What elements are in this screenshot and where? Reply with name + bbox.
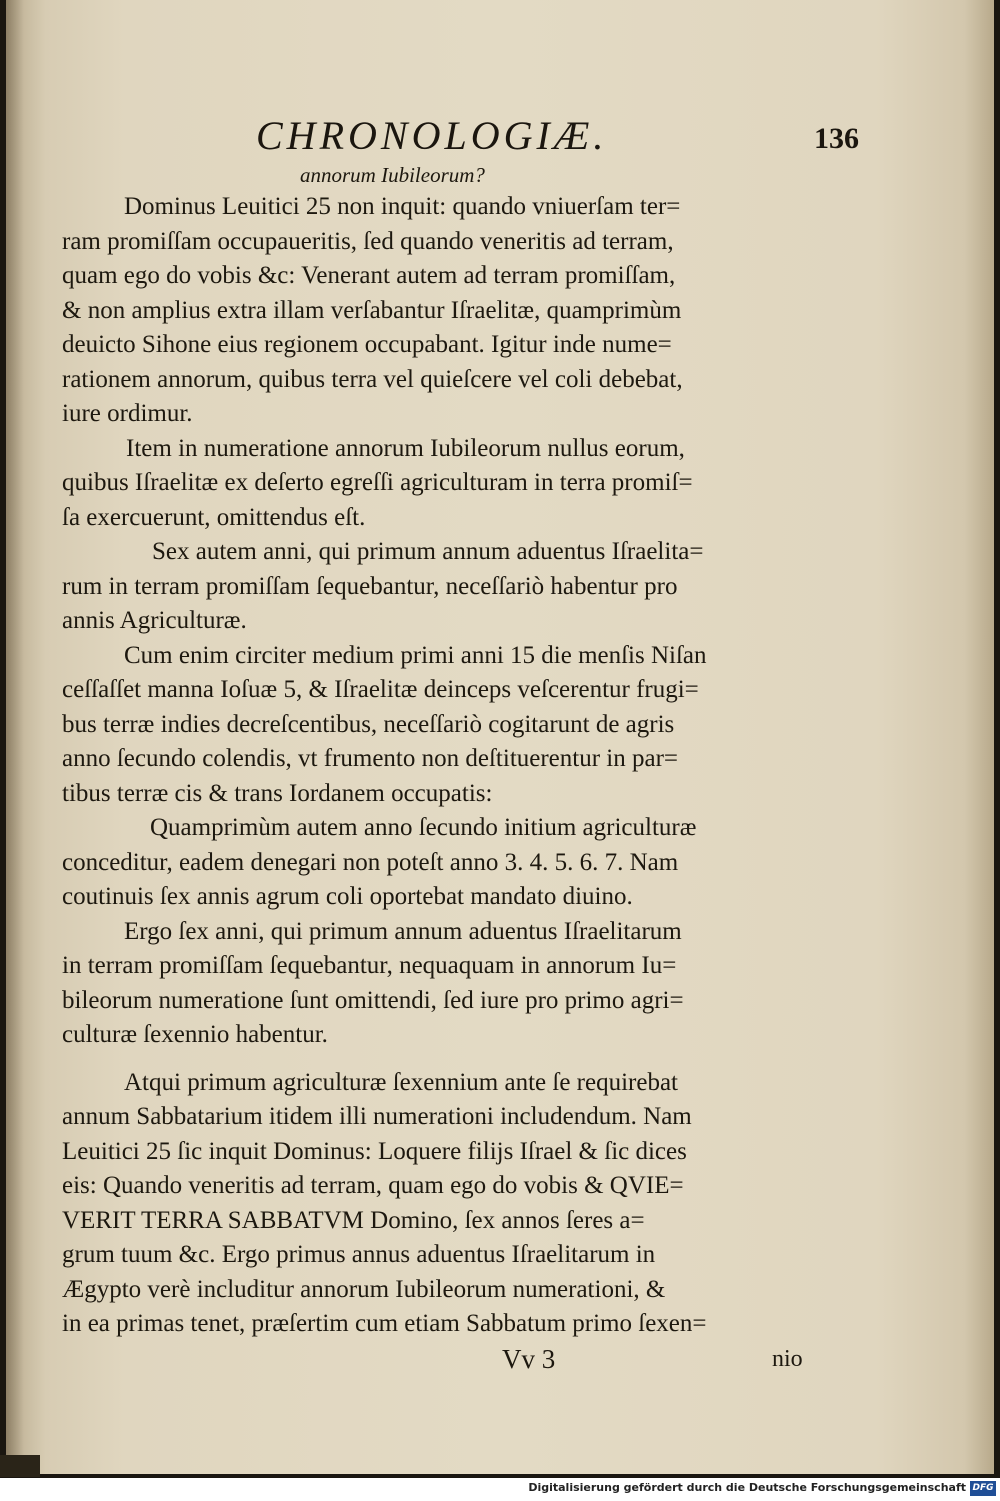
bottom-marks bbox=[62, 1342, 822, 1377]
text-line: Ægypto verè includitur annorum Iubileorum numerationi, & bbox=[62, 1275, 666, 1303]
text-line: ceſſaſſet manna Ioſuæ 5, & Iſraelitæ deinceps veſcerentur frugi= bbox=[62, 676, 699, 703]
text-line: annum Sabbatarium itidem illi numerationi includendum. Nam bbox=[62, 1103, 692, 1130]
text-line: rum in terram promiſſam ſequebantur, neceſſariò habentur pro bbox=[62, 572, 678, 600]
text-line: eis: Quando veneritis ad terram, quam ego do vobis & QVIE= bbox=[62, 1172, 684, 1199]
text-line: anno ſecundo colendis, vt frumento non deſtituerentur in par= bbox=[62, 745, 679, 772]
dfg-credit: Digitalisierung gefördert durch die Deutsche Forschungsgemeinschaft bbox=[528, 1481, 966, 1494]
text-line: iure ordimur. bbox=[62, 400, 193, 427]
page-header bbox=[6, 112, 994, 162]
text-line: & non amplius extra illam verſabantur Iſraelitæ, quamprimùm bbox=[62, 296, 682, 324]
gutter-shadow bbox=[6, 0, 24, 1474]
page-number: 136 bbox=[814, 122, 859, 155]
text-line: Atqui primum agriculturæ ſexennium ante ſe requirebat bbox=[124, 1068, 679, 1096]
text-line: in terram promiſſam ſequebantur, nequaquam in annorum Iu= bbox=[62, 952, 677, 979]
text-line: bus terræ indies decreſcentibus, neceſſariò cogitarunt de agris bbox=[62, 710, 675, 738]
text-line: Cum enim circiter medium primi anni 15 die menſis Niſan bbox=[124, 641, 707, 669]
text-line: in ea primas tenet, præſertim cum etiam Sabbatum primo ſexen= bbox=[62, 1310, 707, 1337]
scan-edge bbox=[0, 1455, 40, 1477]
book-page bbox=[6, 0, 994, 1474]
text-line: quibus Iſraelitæ ex deſerto egreſſi agriculturam in terra promiſ= bbox=[62, 469, 693, 496]
text-line: conceditur, eadem denegari non poteſt anno 3. 4. 5. 6. 7. Nam bbox=[62, 848, 679, 876]
text-line: Item in numeratione annorum Iubileorum nullus eorum, bbox=[126, 434, 685, 462]
body-text bbox=[62, 160, 822, 1376]
dfg-logo-icon: DFG bbox=[970, 1481, 996, 1496]
signature-mark: Vv 3 bbox=[502, 1343, 556, 1374]
paragraph-gap bbox=[62, 1053, 822, 1066]
text-line: Quamprimùm autem anno ſecundo initium agriculturæ bbox=[150, 814, 697, 841]
text-line: VERIT TERRA SABBATVM Domino, ſex annos ſeres a= bbox=[62, 1206, 645, 1234]
text-line: ram promiſſam occupaueritis, ſed quando veneritis ad terram, bbox=[62, 227, 674, 255]
digitization-footer bbox=[0, 1478, 1000, 1501]
text-line: deuicto Sihone eius regionem occupabant. Igitur inde nume= bbox=[62, 331, 672, 358]
text-line: Dominus Leuitici 25 non inquit: quando vniuerſam ter= bbox=[124, 193, 681, 220]
text-line: quam ego do vobis &c: Venerant autem ad terram promiſſam, bbox=[62, 262, 676, 289]
catchword: nio bbox=[772, 1345, 803, 1372]
text-line: ſa exercuerunt, omittendus eſt. bbox=[62, 503, 366, 531]
text-line: coutinuis ſex annis agrum coli oportebat mandato diuino. bbox=[62, 883, 633, 910]
text-line: annis Agriculturæ. bbox=[62, 607, 247, 634]
text-line: tibus terræ cis & trans Iordanem occupatis: bbox=[62, 779, 493, 807]
text-line: culturæ ſexennio habentur. bbox=[62, 1021, 328, 1048]
text-line: Sex autem anni, qui primum annum aduentus Iſraelita= bbox=[152, 538, 704, 565]
text-line: annorum Iubileorum? bbox=[300, 163, 485, 187]
text-line: Leuitici 25 ſic inquit Dominus: Loquere filijs Iſrael & ſic dices bbox=[62, 1137, 687, 1165]
text-line: bileorum numeratione ſunt omittendi, ſed iure pro primo agri= bbox=[62, 986, 684, 1014]
text-line: rationem annorum, quibus terra vel quieſcere vel coli debebat, bbox=[62, 365, 683, 393]
text-line: grum tuum &c. Ergo primus annus aduentus Iſraelitarum in bbox=[62, 1241, 656, 1268]
running-title: CHRONOLOGIÆ. bbox=[256, 113, 608, 158]
text-line: Ergo ſex anni, qui primum annum aduentus Iſraelitarum bbox=[124, 917, 682, 945]
